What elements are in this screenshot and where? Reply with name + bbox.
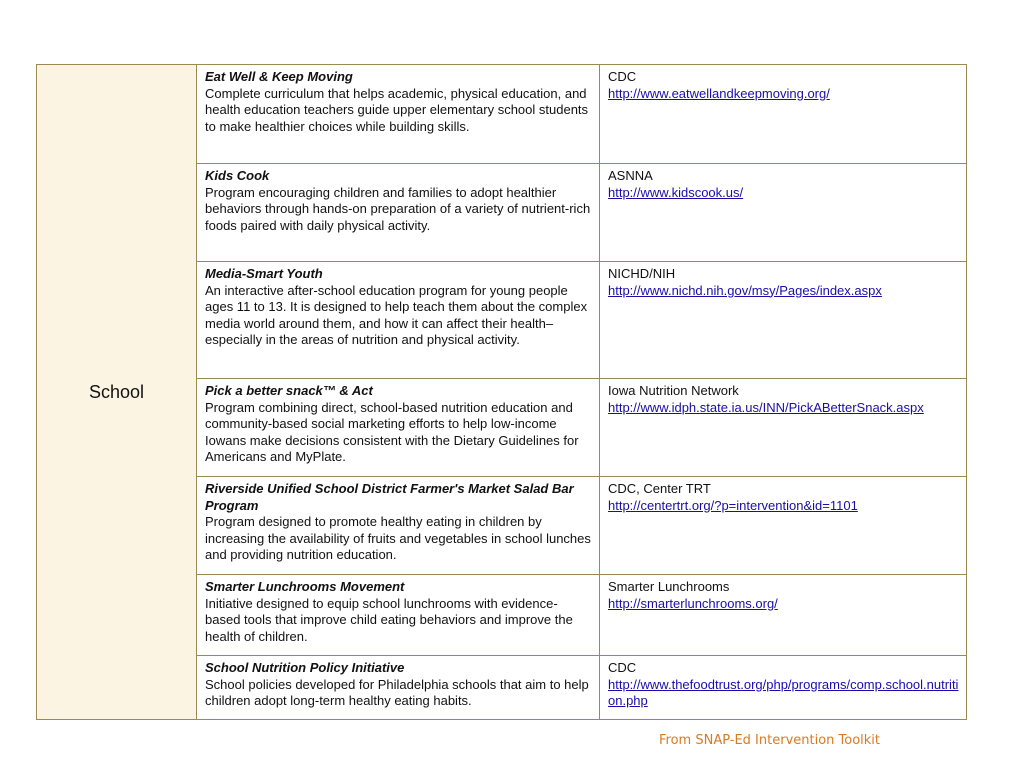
source-cell xyxy=(600,379,967,477)
program-description: School policies developed for Philadelphia schools that aim to help children adopt long-term healthy eating habits. xyxy=(205,676,589,708)
setting-cell xyxy=(37,65,197,720)
source-link[interactable]: http://www.idph.state.ia.us/INN/PickABetterSnack.aspx xyxy=(608,399,924,415)
program-cell xyxy=(197,575,600,656)
intervention-table xyxy=(36,64,967,720)
source-link[interactable]: http://www.thefoodtrust.org/php/programs/comp.school.nutrition.php xyxy=(608,676,959,708)
program-cell xyxy=(197,379,600,477)
source-link[interactable]: http://www.kidscook.us/ xyxy=(608,184,744,200)
program-description: An interactive after-school education program for young people ages 11 to 13. It is designed to help teach them about the complex media world around them, and how it can affect their health–especially in the areas of nutrition and physical activity. xyxy=(205,282,588,347)
source-cell xyxy=(600,575,967,656)
program-cell xyxy=(197,656,600,720)
program-cell xyxy=(197,65,600,164)
source-name: NICHD/NIH xyxy=(608,266,676,281)
program-description: Initiative designed to equip school lunchrooms with evidence-based tools that improve child eating behaviors and improve the health of children. xyxy=(205,595,573,644)
program-title: Kids Cook xyxy=(205,168,270,183)
table-row xyxy=(37,65,967,164)
source-link[interactable]: http://smarterlunchrooms.org/ xyxy=(608,595,778,611)
source-name: CDC xyxy=(608,660,637,675)
program-title: Eat Well & Keep Moving xyxy=(205,69,353,84)
source-cell xyxy=(600,65,967,164)
source-cell xyxy=(600,477,967,575)
source-link[interactable]: http://centertrt.org/?p=intervention&id=1101 xyxy=(608,497,858,513)
program-title: Media-Smart Youth xyxy=(205,266,323,281)
program-cell xyxy=(197,477,600,575)
program-title: Smarter Lunchrooms Movement xyxy=(205,579,405,594)
program-title: School Nutrition Policy Initiative xyxy=(205,660,405,675)
program-cell xyxy=(197,164,600,262)
program-cell xyxy=(197,262,600,379)
source-name: CDC, Center TRT xyxy=(608,481,711,496)
source-link[interactable]: http://www.eatwellandkeepmoving.org/ xyxy=(608,85,830,101)
source-name: CDC xyxy=(608,69,637,84)
program-description: Program encouraging children and families to adopt healthier behaviors through hands-on preparation of a variety of nutrient-rich foods paired with daily physical activity. xyxy=(205,184,591,233)
source-cell xyxy=(600,262,967,379)
footer-credit: From SNAP-Ed Intervention Toolkit xyxy=(659,733,881,748)
program-title: Riverside Unified School District Farmer's Market Salad Bar Program xyxy=(205,481,574,513)
source-name: Iowa Nutrition Network xyxy=(608,383,739,398)
source-name: ASNNA xyxy=(608,168,653,183)
source-cell xyxy=(600,656,967,720)
program-description: Program combining direct, school-based nutrition education and community-based social marketing efforts to help low-income Iowans make decisions consistent with the Dietary Guidelines for Americans and MyPlate. xyxy=(205,399,579,464)
program-description: Complete curriculum that helps academic, physical education, and health education teachers guide upper elementary school students to make healthier choices while building skills. xyxy=(205,85,589,134)
program-title: Pick a better snack™ & Act xyxy=(205,383,373,398)
source-link[interactable]: http://www.nichd.nih.gov/msy/Pages/index.aspx xyxy=(608,282,882,298)
source-name: Smarter Lunchrooms xyxy=(608,579,730,594)
source-cell xyxy=(600,164,967,262)
setting-label: School xyxy=(88,381,145,402)
program-description: Program designed to promote healthy eating in children by increasing the availability of fruits and vegetables in school lunches and providing nutrition education. xyxy=(205,514,591,562)
